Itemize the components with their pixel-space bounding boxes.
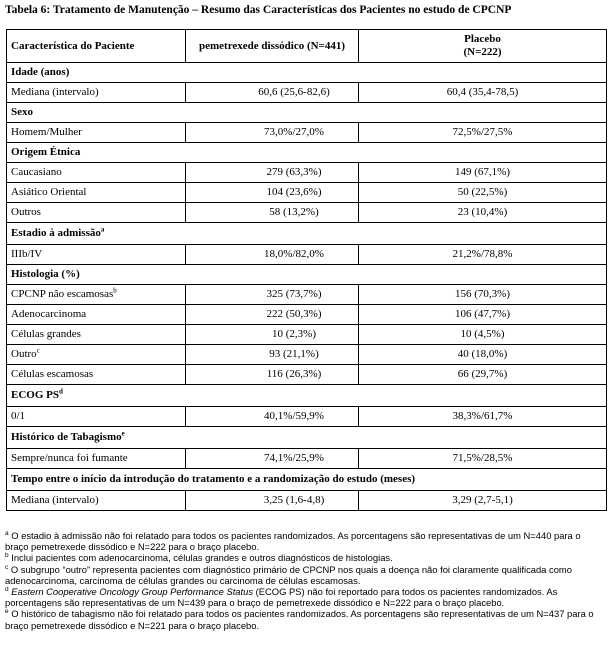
row-label: IIIb/IV	[7, 245, 186, 265]
value-pemetrexed: 116 (26,3%)	[186, 365, 359, 385]
value-pemetrexed: 18,0%/82,0%	[186, 245, 359, 265]
value-placebo: 21,2%/78,8%	[359, 245, 607, 265]
patient-characteristics-table	[6, 29, 607, 511]
section-row-tabagismo	[7, 427, 607, 449]
value-placebo: 72,5%/27,5%	[359, 123, 607, 143]
footnote-text: O estadio à admissão não foi relatado para todos os pacientes randomizados. As porcentagens são representativas de um N=440 para o braço pemetrexede dissódico e N=222 para o braço placebo.	[5, 530, 581, 553]
value-pemetrexed: 40,1%/59,9%	[186, 407, 359, 427]
row-label-text: CPCNP não escamosas	[11, 288, 114, 300]
value-pemetrexed: 10 (2,3%)	[186, 325, 359, 345]
row-label: Sempre/nunca foi fumante	[7, 449, 186, 469]
value-placebo: 156 (70,3%)	[359, 285, 607, 305]
value-placebo: 60,4 (35,4-78,5)	[359, 83, 607, 103]
table-row	[7, 183, 607, 203]
section-label	[7, 385, 607, 407]
section-row-tempo	[7, 469, 607, 491]
table-row	[7, 345, 607, 365]
table-row	[7, 491, 607, 511]
table-row	[7, 305, 607, 325]
header-placebo	[359, 30, 607, 63]
row-label	[7, 345, 186, 365]
value-pemetrexed: 3,25 (1,6-4,8)	[186, 491, 359, 511]
section-label: Origem Étnica	[7, 143, 607, 163]
footnote-text: O subgrupo “outro” representa pacientes com diagnóstico primário de CPCNP nos quais a doença não foi claramente qualificada como adenocarcinoma, carcinoma de células grandes ou carcinoma de células escamosas.	[5, 563, 572, 586]
footnote-marker: c	[36, 346, 40, 355]
footnote-a	[5, 530, 605, 552]
footnote-d	[5, 586, 605, 608]
section-label: Sexo	[7, 103, 607, 123]
value-pemetrexed: 60,6 (25,6-82,6)	[186, 83, 359, 103]
footnote-marker: c	[5, 563, 9, 571]
section-label: Tempo entre o início da introdução do tratamento e a randomização do estudo (meses)	[7, 469, 607, 491]
footnote-text: O histórico de tabagismo não foi relatado para todos os pacientes randomizados. As porcentagens são representativas de um N=437 para o braço pemetrexede dissódico e N=221 para o braço placebo.	[5, 608, 594, 631]
table-row	[7, 123, 607, 143]
value-placebo: 149 (67,1%)	[359, 163, 607, 183]
table-row	[7, 449, 607, 469]
section-label	[7, 427, 607, 449]
value-pemetrexed: 58 (13,2%)	[186, 203, 359, 223]
table-row	[7, 325, 607, 345]
section-row-estadio	[7, 223, 607, 245]
header-characteristic: Característica do Paciente	[7, 30, 186, 63]
section-row-ecog	[7, 385, 607, 407]
value-pemetrexed: 325 (73,7%)	[186, 285, 359, 305]
footnote-b	[5, 552, 605, 563]
row-label: Homem/Mulher	[7, 123, 186, 143]
value-pemetrexed: 279 (63,3%)	[186, 163, 359, 183]
table-row	[7, 163, 607, 183]
row-label: Outros	[7, 203, 186, 223]
footnote-marker: a	[5, 529, 9, 537]
table-row	[7, 245, 607, 265]
row-label: Adenocarcinoma	[7, 305, 186, 325]
section-row-idade	[7, 63, 607, 83]
row-label: Mediana (intervalo)	[7, 491, 186, 511]
section-label-text: Histórico de Tabagismo	[11, 431, 122, 443]
value-pemetrexed: 73,0%/27,0%	[186, 123, 359, 143]
value-placebo: 106 (47,7%)	[359, 305, 607, 325]
header-placebo-n: (N=222)	[463, 46, 502, 58]
table-header-row	[7, 30, 607, 63]
section-row-histologia	[7, 265, 607, 285]
value-pemetrexed: 74,1%/25,9%	[186, 449, 359, 469]
footnote-marker: e	[5, 608, 9, 616]
table-row	[7, 365, 607, 385]
table-row	[7, 407, 607, 427]
section-row-origem	[7, 143, 607, 163]
footnote-marker: b	[113, 286, 117, 295]
footnote-marker: e	[121, 429, 125, 438]
section-label: Idade (anos)	[7, 63, 607, 83]
row-label: Mediana (intervalo)	[7, 83, 186, 103]
value-placebo: 40 (18,0%)	[359, 345, 607, 365]
row-label: Caucasiano	[7, 163, 186, 183]
table-row	[7, 83, 607, 103]
footnote-marker: b	[5, 552, 9, 560]
value-pemetrexed: 93 (21,1%)	[186, 345, 359, 365]
value-placebo: 71,5%/28,5%	[359, 449, 607, 469]
footnote-text: (ECOG PS) não foi reportado para todos os pacientes randomizados. As porcentagens são representativas de um N=439 para o braço de pemetrexede dissódico e N=222 para o braço placebo.	[5, 586, 558, 609]
table-row	[7, 203, 607, 223]
value-placebo: 10 (4,5%)	[359, 325, 607, 345]
section-label-text: ECOG PS	[11, 389, 59, 401]
row-label: Células grandes	[7, 325, 186, 345]
footnote-marker: d	[58, 387, 63, 396]
section-row-sexo	[7, 103, 607, 123]
value-placebo: 66 (29,7%)	[359, 365, 607, 385]
row-label: 0/1	[7, 407, 186, 427]
value-placebo: 23 (10,4%)	[359, 203, 607, 223]
value-pemetrexed: 104 (23,6%)	[186, 183, 359, 203]
table-row	[7, 285, 607, 305]
value-placebo: 38,3%/61,7%	[359, 407, 607, 427]
footnote-italic-text: Eastern Cooperative Oncology Group Performance Status	[8, 586, 254, 598]
section-label	[7, 223, 607, 245]
section-label-text: Estadio à admissão	[11, 227, 101, 239]
footnote-text: Inclui pacientes com adenocarcinoma, células grandes e outros diagnósticos de histologias.	[8, 552, 393, 564]
header-placebo-name: Placebo	[464, 33, 501, 45]
row-label	[7, 285, 186, 305]
row-label: Asiático Oriental	[7, 183, 186, 203]
footnote-marker: a	[100, 225, 105, 234]
value-pemetrexed: 222 (50,3%)	[186, 305, 359, 325]
header-pemetrexed: pemetrexede dissódico (N=441)	[186, 30, 359, 63]
footnote-e	[5, 608, 605, 630]
footnote-c	[5, 564, 605, 586]
footnotes	[5, 530, 605, 631]
table-title: Tabela 6: Tratamento de Manutenção – Resumo das Características dos Pacientes no estudo de CPCNP	[5, 4, 512, 16]
section-label: Histologia (%)	[7, 265, 607, 285]
row-label-text: Outro	[11, 348, 37, 360]
footnote-marker: d	[5, 585, 9, 593]
row-label: Células escamosas	[7, 365, 186, 385]
value-placebo: 50 (22,5%)	[359, 183, 607, 203]
value-placebo: 3,29 (2,7-5,1)	[359, 491, 607, 511]
